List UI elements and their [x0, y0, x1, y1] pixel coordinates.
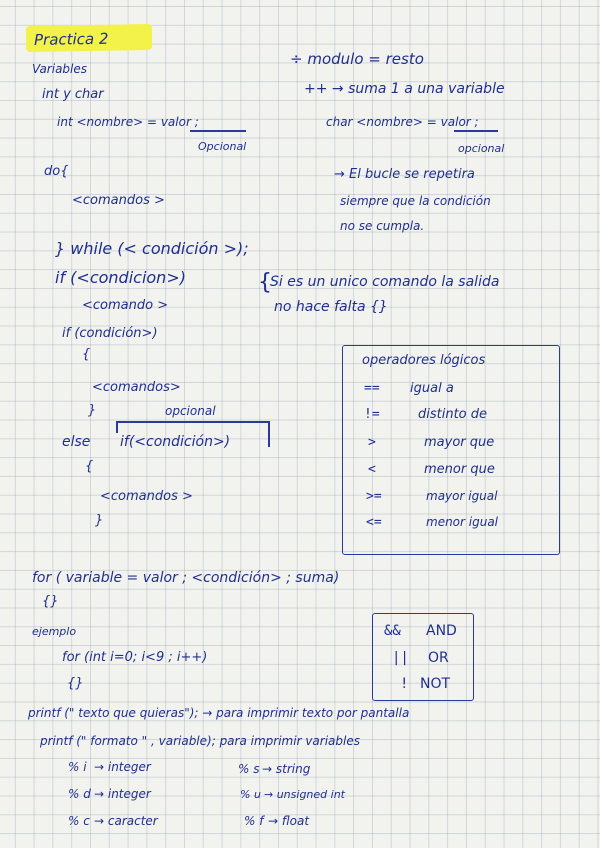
comandos-text-1: <comandos >	[72, 193, 165, 208]
curly-brace-icon: {	[258, 270, 272, 295]
format-code: % u	[240, 788, 261, 801]
format-desc: → float	[268, 814, 310, 828]
opcional-label-right: opcional	[458, 142, 505, 155]
opcional-bracket-top	[116, 421, 270, 423]
format-code: % i	[68, 760, 87, 774]
logical-symbol: &&	[384, 623, 401, 639]
format-desc: → unsigned int	[264, 788, 345, 801]
logical-symbol: ||	[392, 650, 409, 666]
operator-desc: mayor que	[424, 435, 495, 450]
operator-symbol: !=	[364, 407, 380, 422]
modulo-note: ÷ modulo = resto	[290, 50, 424, 68]
logical-desc: AND	[426, 623, 457, 639]
opcional-label-1: Opcional	[198, 140, 247, 153]
if-line-1: if (<condicion>)	[55, 268, 186, 287]
format-code: % c	[68, 814, 90, 828]
variables-heading: Variables	[32, 62, 88, 76]
ejemplo-label: ejemplo	[32, 625, 77, 638]
comandos-text-2: <comandos>	[92, 380, 181, 395]
underline-valor-right	[454, 130, 498, 132]
brace-close-2: }	[95, 513, 104, 528]
underline-valor	[190, 130, 246, 132]
operator-desc: distinto de	[418, 407, 488, 422]
brace-close-1: }	[88, 403, 97, 418]
single-command-note-1: Si es un unico comando la salida	[270, 274, 500, 290]
operator-desc: igual a	[410, 381, 454, 396]
int-declaration: int <nombre> = valor ;	[57, 115, 199, 129]
operator-desc: menor igual	[426, 515, 499, 529]
if-line-2: if (condición>)	[62, 326, 158, 341]
opcional-bracket-left	[116, 421, 118, 433]
single-command-note-2: no hace falta {}	[274, 299, 388, 315]
logical-desc: OR	[428, 650, 449, 666]
loop-note-3: no se cumpla.	[340, 219, 425, 233]
format-desc: → string	[262, 762, 311, 776]
while-line: } while (< condición >);	[55, 239, 249, 258]
operator-symbol: <=	[366, 515, 382, 530]
format-desc: → integer	[94, 760, 151, 774]
operator-desc: mayor igual	[426, 489, 498, 503]
operator-desc: menor que	[424, 462, 495, 477]
format-code: % d	[68, 787, 91, 801]
page-title: Practica 2	[33, 29, 109, 49]
printf-line-1: printf (" texto que quieras"); → para imprimir texto por pantalla	[28, 706, 410, 720]
char-declaration: char <nombre> = valor ;	[326, 115, 479, 129]
do-keyword: do{	[44, 164, 69, 179]
page-title-highlight	[26, 24, 152, 52]
comandos-text-3: <comandos >	[100, 489, 193, 504]
operators-title: operadores lógicos	[362, 353, 486, 368]
format-desc: → caracter	[94, 814, 158, 828]
operator-symbol: ==	[364, 381, 380, 396]
increment-note: ++ → suma 1 a una variable	[304, 81, 505, 97]
operator-symbol: >	[368, 435, 376, 450]
comando-text: <comando >	[82, 298, 169, 313]
format-code: % f	[244, 814, 264, 828]
operator-symbol: >=	[366, 489, 382, 504]
format-desc: → integer	[94, 787, 151, 801]
int-char-text: int y char	[42, 87, 104, 102]
opcional-label-2: opcional	[165, 404, 216, 418]
for-line: for ( variable = valor ; <condición> ; suma)	[32, 570, 340, 586]
format-code: % s	[238, 762, 260, 776]
opcional-bracket-right	[268, 421, 270, 447]
brace-open-1: {	[82, 347, 91, 362]
else-keyword: else	[62, 434, 91, 450]
for-example-braces: {}	[67, 676, 84, 691]
logical-symbol: !	[400, 676, 409, 692]
for-braces: {}	[42, 594, 59, 609]
printf-line-2: printf (" formato " , variable); para imprimir variables	[40, 734, 360, 748]
brace-open-2: {	[85, 459, 94, 474]
loop-note-2: siempre que la condición	[340, 194, 491, 208]
logical-desc: NOT	[420, 676, 451, 692]
loop-note-1: → El bucle se repetira	[334, 167, 475, 182]
for-example-line: for (int i=0; i<9 ; i++)	[62, 650, 208, 665]
operator-symbol: <	[368, 462, 376, 477]
if-line-3: if(<condición>)	[120, 434, 231, 450]
